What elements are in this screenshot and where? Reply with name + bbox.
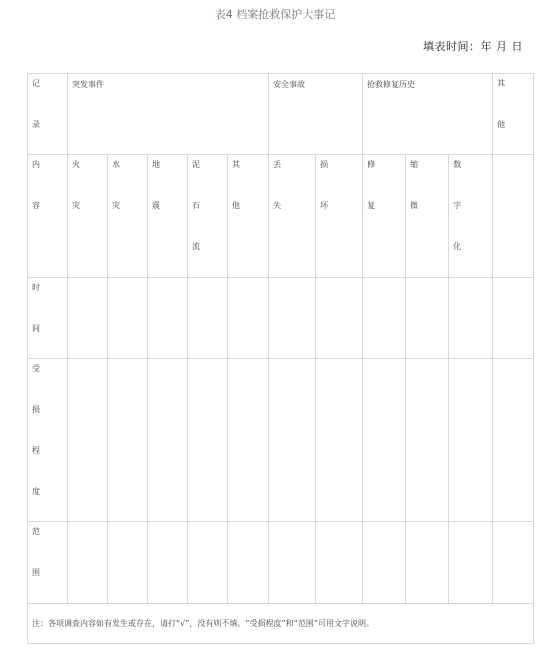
subcol-fire: 火 灾: [68, 155, 108, 278]
damage-row: [28, 359, 534, 522]
damage-cell[interactable]: [269, 359, 316, 522]
time-cell[interactable]: [188, 278, 228, 359]
subcol-earthquake: 地 震: [148, 155, 188, 278]
time-cell[interactable]: [449, 278, 493, 359]
scope-cell[interactable]: [68, 522, 108, 604]
damage-label: 受 损 程 度: [28, 359, 68, 522]
damage-cell[interactable]: [188, 359, 228, 522]
time-cell[interactable]: [68, 278, 108, 359]
time-cell[interactable]: [228, 278, 269, 359]
scope-cell[interactable]: [228, 522, 269, 604]
time-cell[interactable]: [493, 278, 534, 359]
subcol-other-event: 其 他: [228, 155, 269, 278]
fill-date-label: 填表时间：年 月 日: [423, 40, 523, 53]
scope-cell[interactable]: [108, 522, 148, 604]
time-cell[interactable]: [108, 278, 148, 359]
subcol-blank: [493, 155, 534, 278]
scope-cell[interactable]: [449, 522, 493, 604]
scope-cell[interactable]: [188, 522, 228, 604]
damage-cell[interactable]: [493, 359, 534, 522]
group-repair: 抢救修复历史: [363, 74, 493, 155]
damage-cell[interactable]: [316, 359, 363, 522]
damage-cell[interactable]: [148, 359, 188, 522]
scope-cell[interactable]: [148, 522, 188, 604]
scope-row: [28, 522, 534, 604]
damage-cell[interactable]: [406, 359, 449, 522]
note-row: [28, 604, 534, 644]
time-row: [28, 278, 534, 359]
damage-cell[interactable]: [68, 359, 108, 522]
group-other: 其 他: [493, 74, 534, 155]
subheader-row: [28, 155, 534, 278]
subcol-mudslide: 泥 石 流: [188, 155, 228, 278]
time-cell[interactable]: [316, 278, 363, 359]
time-cell[interactable]: [269, 278, 316, 359]
record-label: 记 录: [28, 74, 68, 155]
scope-cell[interactable]: [406, 522, 449, 604]
group-sudden: 突发事件: [68, 74, 269, 155]
damage-cell[interactable]: [449, 359, 493, 522]
scope-cell[interactable]: [316, 522, 363, 604]
time-label: 时 间: [28, 278, 68, 359]
scope-label: 范 围: [28, 522, 68, 604]
subcol-lost: 丢 失: [269, 155, 316, 278]
scope-cell[interactable]: [269, 522, 316, 604]
record-table: [27, 73, 534, 644]
time-cell[interactable]: [148, 278, 188, 359]
time-cell[interactable]: [406, 278, 449, 359]
subcol-digitize: 数 字 化: [449, 155, 493, 278]
damage-cell[interactable]: [228, 359, 269, 522]
subcol-damaged: 损 坏: [316, 155, 363, 278]
note-text: 注：各项调查内容如有发生或存在，请打“√”，没有则不填。“受损程度”和“范围”可用文字说明。: [28, 604, 534, 644]
table-title: 表4 档案抢救保护大事记: [214, 8, 336, 21]
group-safety: 安全事故: [269, 74, 363, 155]
scope-cell[interactable]: [493, 522, 534, 604]
subcol-repair: 修 复: [363, 155, 406, 278]
damage-cell[interactable]: [108, 359, 148, 522]
content-label: 内 容: [28, 155, 68, 278]
group-header-row: [28, 74, 534, 155]
scope-cell[interactable]: [363, 522, 406, 604]
subcol-microfilm: 缩 微: [406, 155, 449, 278]
time-cell[interactable]: [363, 278, 406, 359]
damage-cell[interactable]: [363, 359, 406, 522]
subcol-flood: 水 灾: [108, 155, 148, 278]
